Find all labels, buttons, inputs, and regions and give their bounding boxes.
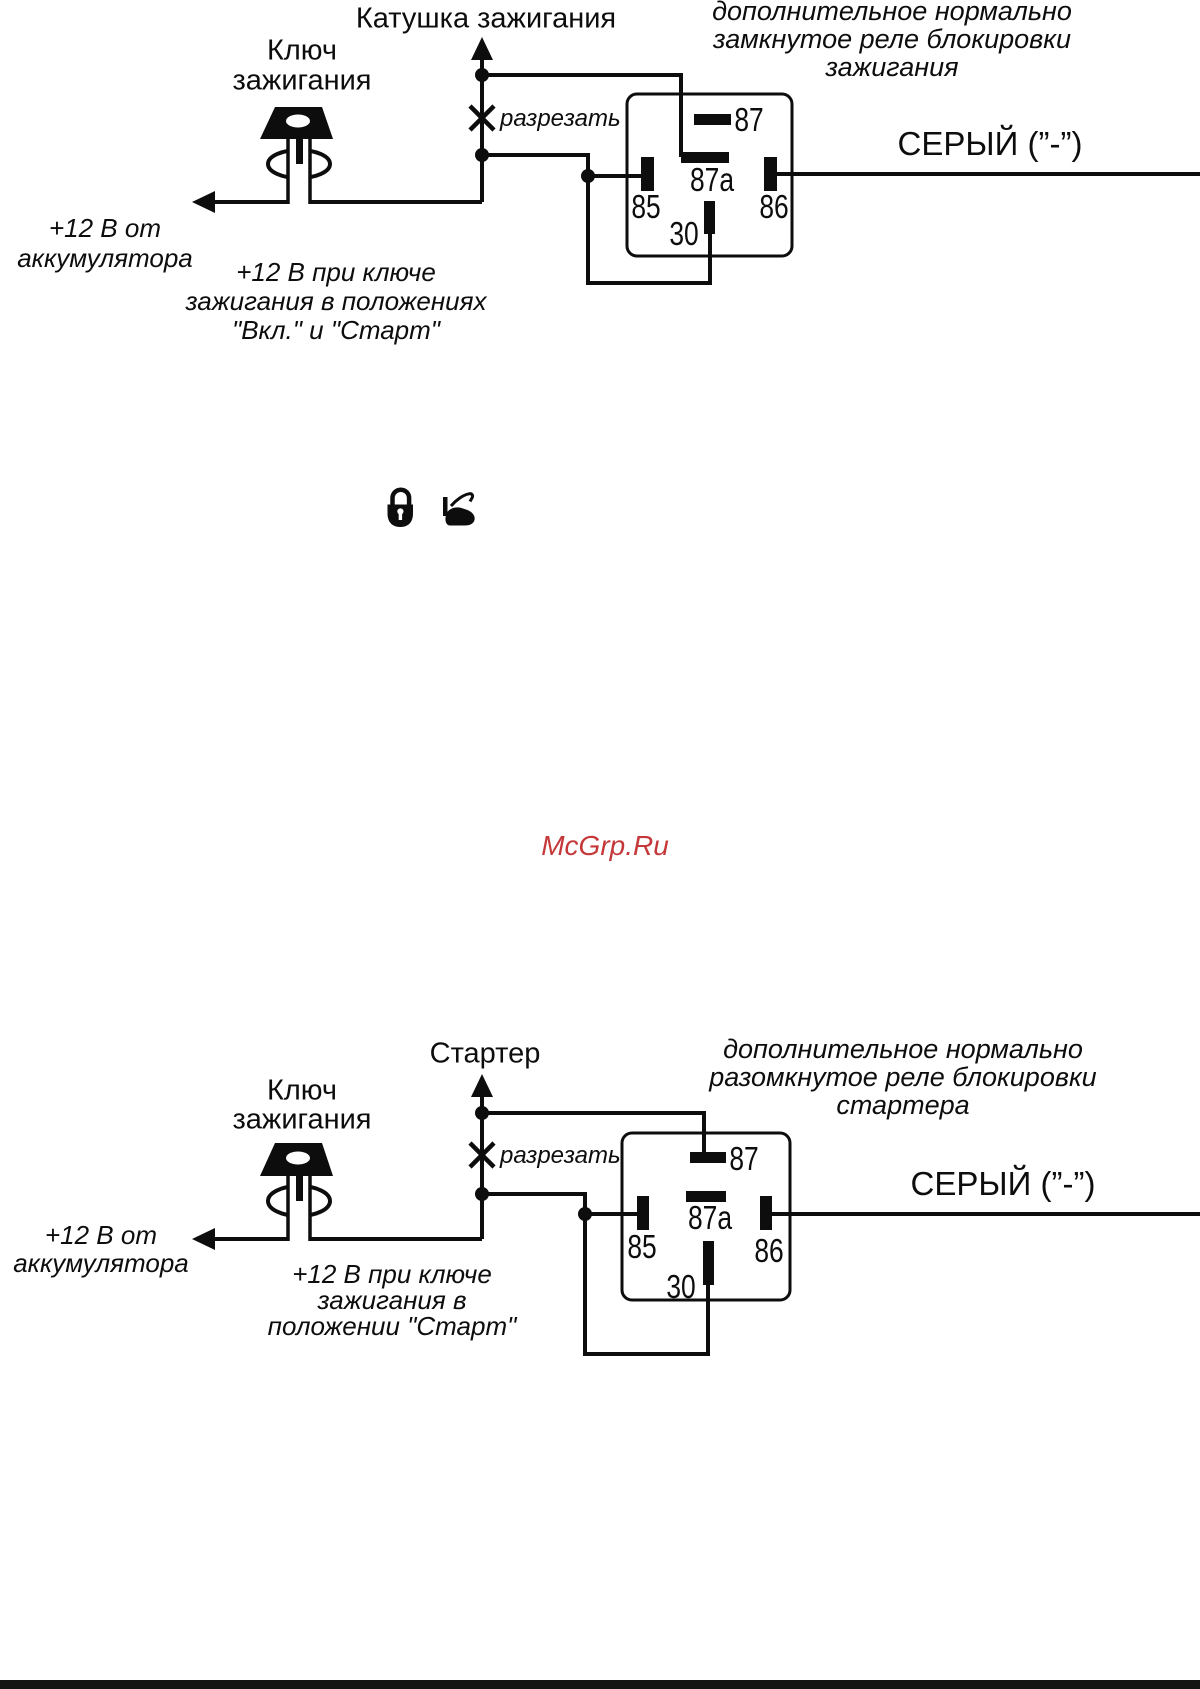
key-head-hole <box>286 1152 310 1165</box>
pin-87-label: 87 <box>729 1140 759 1177</box>
pin-86-bar <box>764 157 777 191</box>
battery-label <box>13 1221 189 1277</box>
lock-keyhole-slot <box>399 513 402 521</box>
junction-dot <box>581 169 595 183</box>
pin-87-bar <box>690 1152 726 1163</box>
key-position-line: положении "Старт" <box>267 1311 517 1341</box>
battery-label-line: аккумулятора <box>17 243 193 273</box>
gray-wire-label: СЕРЫЙ (”-”) <box>897 125 1083 162</box>
battery-label <box>17 213 193 273</box>
pin-30-bar <box>704 201 715 234</box>
junction-dot <box>475 1187 489 1201</box>
pin-85-bar <box>637 1196 649 1230</box>
battery-label-line: аккумулятора <box>13 1248 189 1278</box>
key-position-note <box>185 258 486 345</box>
junction-dot <box>475 1106 489 1120</box>
junction-dot <box>475 148 489 162</box>
ignition-key-label: зажигания <box>232 1103 372 1136</box>
ignition-key-symbol <box>260 107 333 204</box>
key-position-line: +12 В при ключе <box>236 257 436 287</box>
junction-dot <box>475 68 489 82</box>
pin-85-bar <box>641 157 654 191</box>
battery-label-line: +12 В от <box>48 213 161 243</box>
relay-note-line: зажигания <box>825 52 959 82</box>
pin-87-bar <box>694 114 731 125</box>
lock-shackle <box>393 490 410 505</box>
status-icons <box>388 490 475 527</box>
relay-note-line: дополнительное нормально <box>723 1034 1083 1064</box>
gray-wire-label: СЕРЫЙ (”-”) <box>910 1165 1096 1202</box>
pin-30-label: 30 <box>666 1268 696 1305</box>
watermark: McGrp.Ru <box>541 830 669 861</box>
battery-label-line: +12 В от <box>44 1220 157 1250</box>
relay-note <box>709 1035 1096 1119</box>
cut-label: разрезать <box>500 1142 621 1169</box>
car-open-hood-line <box>451 494 473 506</box>
starter-label: Стартер <box>429 1037 541 1070</box>
lock-icon <box>388 490 414 527</box>
ignition-key-label: Ключ <box>266 1074 338 1107</box>
relay-note-line: дополнительное нормально <box>712 0 1072 26</box>
relay-note-line: стартера <box>836 1090 970 1120</box>
footer-bar <box>0 1680 1200 1689</box>
pin-86-label: 86 <box>754 1232 784 1269</box>
relay-note <box>712 0 1072 81</box>
pin-87-label: 87 <box>734 101 764 138</box>
pin-30-bar <box>703 1241 714 1285</box>
pin-30-label: 30 <box>669 215 699 252</box>
battery-arrow-head <box>192 191 215 213</box>
ignition-key-symbol <box>260 1143 333 1241</box>
key-position-note <box>268 1261 517 1339</box>
pin-86-bar <box>760 1196 772 1230</box>
coil-arrow-head <box>471 37 493 60</box>
car-open-hood-icon <box>443 494 475 526</box>
junction-dot <box>578 1207 592 1221</box>
pin-85-label: 85 <box>627 1228 657 1265</box>
key-position-line: +12 В при ключе <box>292 1259 492 1289</box>
pin-86-label: 86 <box>759 188 789 225</box>
relay-note-line: разомкнутое реле блокировки <box>709 1062 1097 1092</box>
starter-arrow-head <box>471 1074 493 1097</box>
key-shaft-core <box>296 1175 303 1201</box>
battery-arrow-head <box>192 1228 215 1250</box>
coil-label: Катушка зажигания <box>355 2 617 35</box>
cut-label: разрезать <box>500 105 621 132</box>
car-body <box>445 507 474 525</box>
key-shaft-core <box>296 138 303 164</box>
pin-87a-label: 87a <box>687 1199 733 1236</box>
key-position-line: зажигания в положениях <box>185 286 487 316</box>
pin-87a-label: 87a <box>689 161 735 198</box>
ignition-key-label: Ключ <box>266 34 338 67</box>
relay-note-line: замкнутое реле блокировки <box>713 24 1071 54</box>
key-head-hole <box>286 115 310 128</box>
key-position-line: "Вкл." и "Старт" <box>231 315 441 345</box>
ignition-key-label: зажигания <box>232 64 372 97</box>
key-position-line: зажигания в <box>317 1285 467 1315</box>
pin-85-label: 85 <box>631 188 661 225</box>
